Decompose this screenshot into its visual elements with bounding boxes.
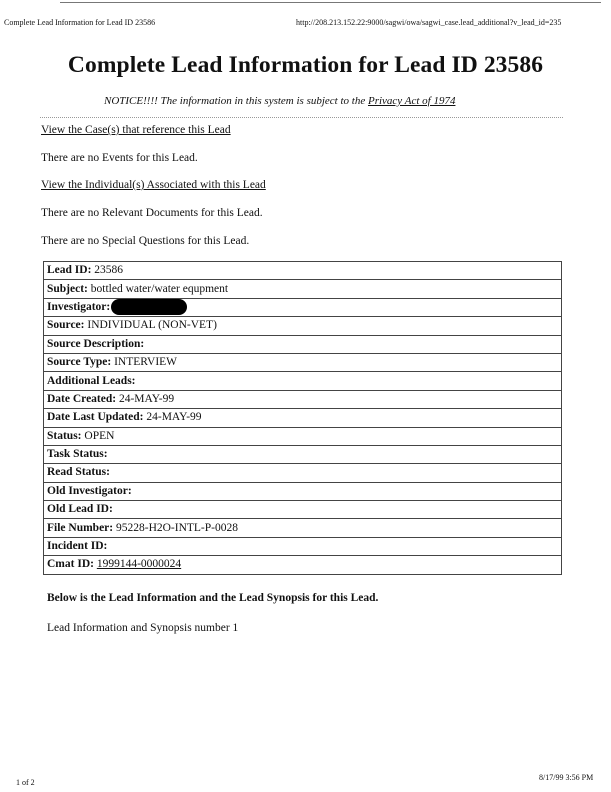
source-cell (44, 317, 562, 335)
synopsis-heading: Below is the Lead Information and the Lead Synopsis for this Lead. (47, 592, 379, 604)
table-row (44, 519, 562, 537)
print-timestamp: 8/17/99 3:56 PM (539, 773, 594, 782)
table-row (44, 482, 562, 500)
table-row (44, 353, 562, 371)
field-label: File Number: (47, 521, 114, 534)
table-row (44, 335, 562, 353)
documents-message: There are no Relevant Documents for this Lead. (41, 207, 263, 219)
date-created-cell (44, 390, 562, 408)
table-row (44, 464, 562, 482)
date-created-value: 24-MAY-99 (118, 392, 175, 405)
field-label: Additional Leads: (47, 374, 136, 387)
table-row (44, 317, 562, 335)
table-row (44, 501, 562, 519)
old-lead-id-cell (44, 501, 562, 519)
field-label: Lead ID: (47, 264, 92, 277)
date-last-updated-cell (44, 409, 562, 427)
table-row (44, 537, 562, 555)
table-row (44, 445, 562, 463)
top-rule (60, 2, 601, 3)
source-type-cell (44, 353, 562, 371)
field-label: Date Last Updated: (47, 411, 144, 424)
field-label: Date Created: (47, 392, 117, 405)
old-investigator-cell (44, 482, 562, 500)
lead-info-table (43, 261, 562, 575)
table-row (44, 427, 562, 445)
field-label: Incident ID: (47, 540, 108, 553)
date-last-updated-value: 24-MAY-99 (146, 411, 202, 424)
field-label: Source: (47, 319, 85, 332)
table-row (44, 372, 562, 390)
task-status-cell (44, 445, 562, 463)
incident-id-cell (44, 537, 562, 555)
source-type-value: INTERVIEW (114, 356, 178, 369)
view-individuals-link[interactable]: View the Individual(s) Associated with this Lead (41, 179, 266, 191)
status-cell (44, 427, 562, 445)
table-row (44, 390, 562, 408)
lead-id-cell (44, 262, 562, 280)
questions-message: There are no Special Questions for this Lead. (41, 235, 250, 247)
lead-id-value: 23586 (94, 264, 124, 277)
cmat-id-cell (44, 556, 562, 574)
redaction-mark (111, 299, 187, 315)
page-number: 1 of 2 (16, 778, 35, 787)
notice-text: NOTICE!!!! The information in this system is subject to the (104, 95, 366, 107)
additional-leads-cell (44, 372, 562, 390)
field-label: Investigator: (47, 300, 111, 313)
field-label: Old Investigator: (47, 484, 132, 497)
table-row (44, 280, 562, 298)
subject-cell (44, 280, 562, 298)
cases-link-row (41, 124, 231, 136)
privacy-act-link[interactable]: Privacy Act of 1974 (367, 95, 456, 107)
notice-divider (40, 117, 563, 118)
cmat-id-link[interactable]: 1999144-0000024 (96, 558, 182, 571)
status-value: OPEN (84, 429, 115, 442)
table-row (44, 298, 562, 316)
file-number-cell (44, 519, 562, 537)
print-header-title: Complete Lead Information for Lead ID 23586 (4, 18, 156, 27)
read-status-cell (44, 464, 562, 482)
table-row (44, 409, 562, 427)
field-label: Subject: (47, 282, 88, 295)
field-label: Source Description: (47, 337, 145, 350)
privacy-notice (104, 95, 455, 107)
table-row (44, 262, 562, 280)
synopsis-text: Lead Information and Synopsis number 1 (47, 622, 239, 634)
source-description-cell (44, 335, 562, 353)
source-value: INDIVIDUAL (NON-VET) (87, 319, 217, 332)
file-number-value: 95228-H2O-INTL-P-0028 (115, 521, 238, 534)
individuals-link-row (41, 179, 266, 191)
field-label: Task Status: (47, 448, 108, 461)
page-title: Complete Lead Information for Lead ID 23586 (67, 52, 544, 78)
events-message: There are no Events for this Lead. (41, 152, 198, 164)
print-header-url: http://208.213.152.22:9000/sagwi/owa/sagwi_case.lead_additional?v_lead_id=235 (296, 18, 562, 27)
view-cases-link[interactable]: View the Case(s) that reference this Lead (41, 124, 231, 136)
field-label: Status: (47, 429, 82, 442)
field-label: Source Type: (47, 356, 112, 369)
field-label: Cmat ID: (47, 558, 94, 571)
subject-value: bottled water/water equpment (90, 282, 229, 295)
investigator-cell (44, 298, 562, 316)
table-row (44, 556, 562, 574)
field-label: Old Lead ID: (47, 503, 113, 516)
field-label: Read Status: (47, 466, 110, 479)
